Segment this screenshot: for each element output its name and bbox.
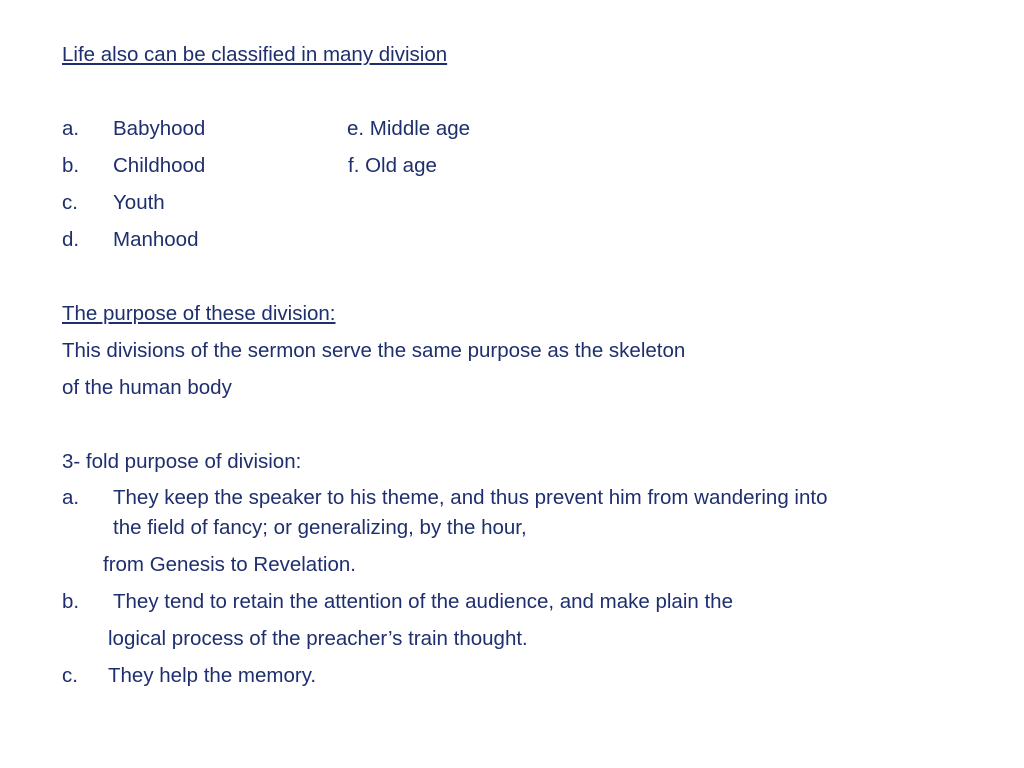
- division-marker-d: d.: [62, 228, 80, 251]
- point-b-line1: They tend to retain the attention of the audience, and make plain the: [113, 590, 733, 613]
- point-b-line2: logical process of the preacher’s train thought.: [108, 627, 528, 650]
- point-a-line1: They keep the speaker to his theme, and thus prevent him from wandering into: [113, 486, 828, 509]
- purpose-text-line2: of the human body: [62, 376, 232, 399]
- division-item-childhood: Childhood: [113, 154, 206, 177]
- division-item-middle-age: e. Middle age: [347, 117, 471, 140]
- point-a-line3: from Genesis to Revelation.: [103, 553, 356, 576]
- division-item-manhood: Manhood: [113, 228, 199, 251]
- division-marker-b: b.: [62, 154, 80, 177]
- division-marker-c: c.: [62, 191, 78, 214]
- point-c-line1: They help the memory.: [108, 664, 317, 687]
- point-marker-a: a.: [62, 486, 80, 509]
- heading-classification: Life also can be classified in many division: [62, 43, 448, 66]
- division-marker-a: a.: [62, 117, 80, 140]
- division-item-old-age: f. Old age: [348, 154, 437, 177]
- division-item-babyhood: Babyhood: [113, 117, 206, 140]
- division-item-youth: Youth: [113, 191, 165, 214]
- point-a-line2: the field of fancy; or generalizing, by the hour,: [113, 516, 527, 539]
- heading-purpose: The purpose of these division:: [62, 302, 336, 325]
- point-marker-b: b.: [62, 590, 80, 613]
- point-marker-c: c.: [62, 664, 78, 687]
- heading-threefold: 3- fold purpose of division:: [62, 450, 302, 473]
- purpose-text-line1: This divisions of the sermon serve the same purpose as the skeleton: [62, 339, 686, 362]
